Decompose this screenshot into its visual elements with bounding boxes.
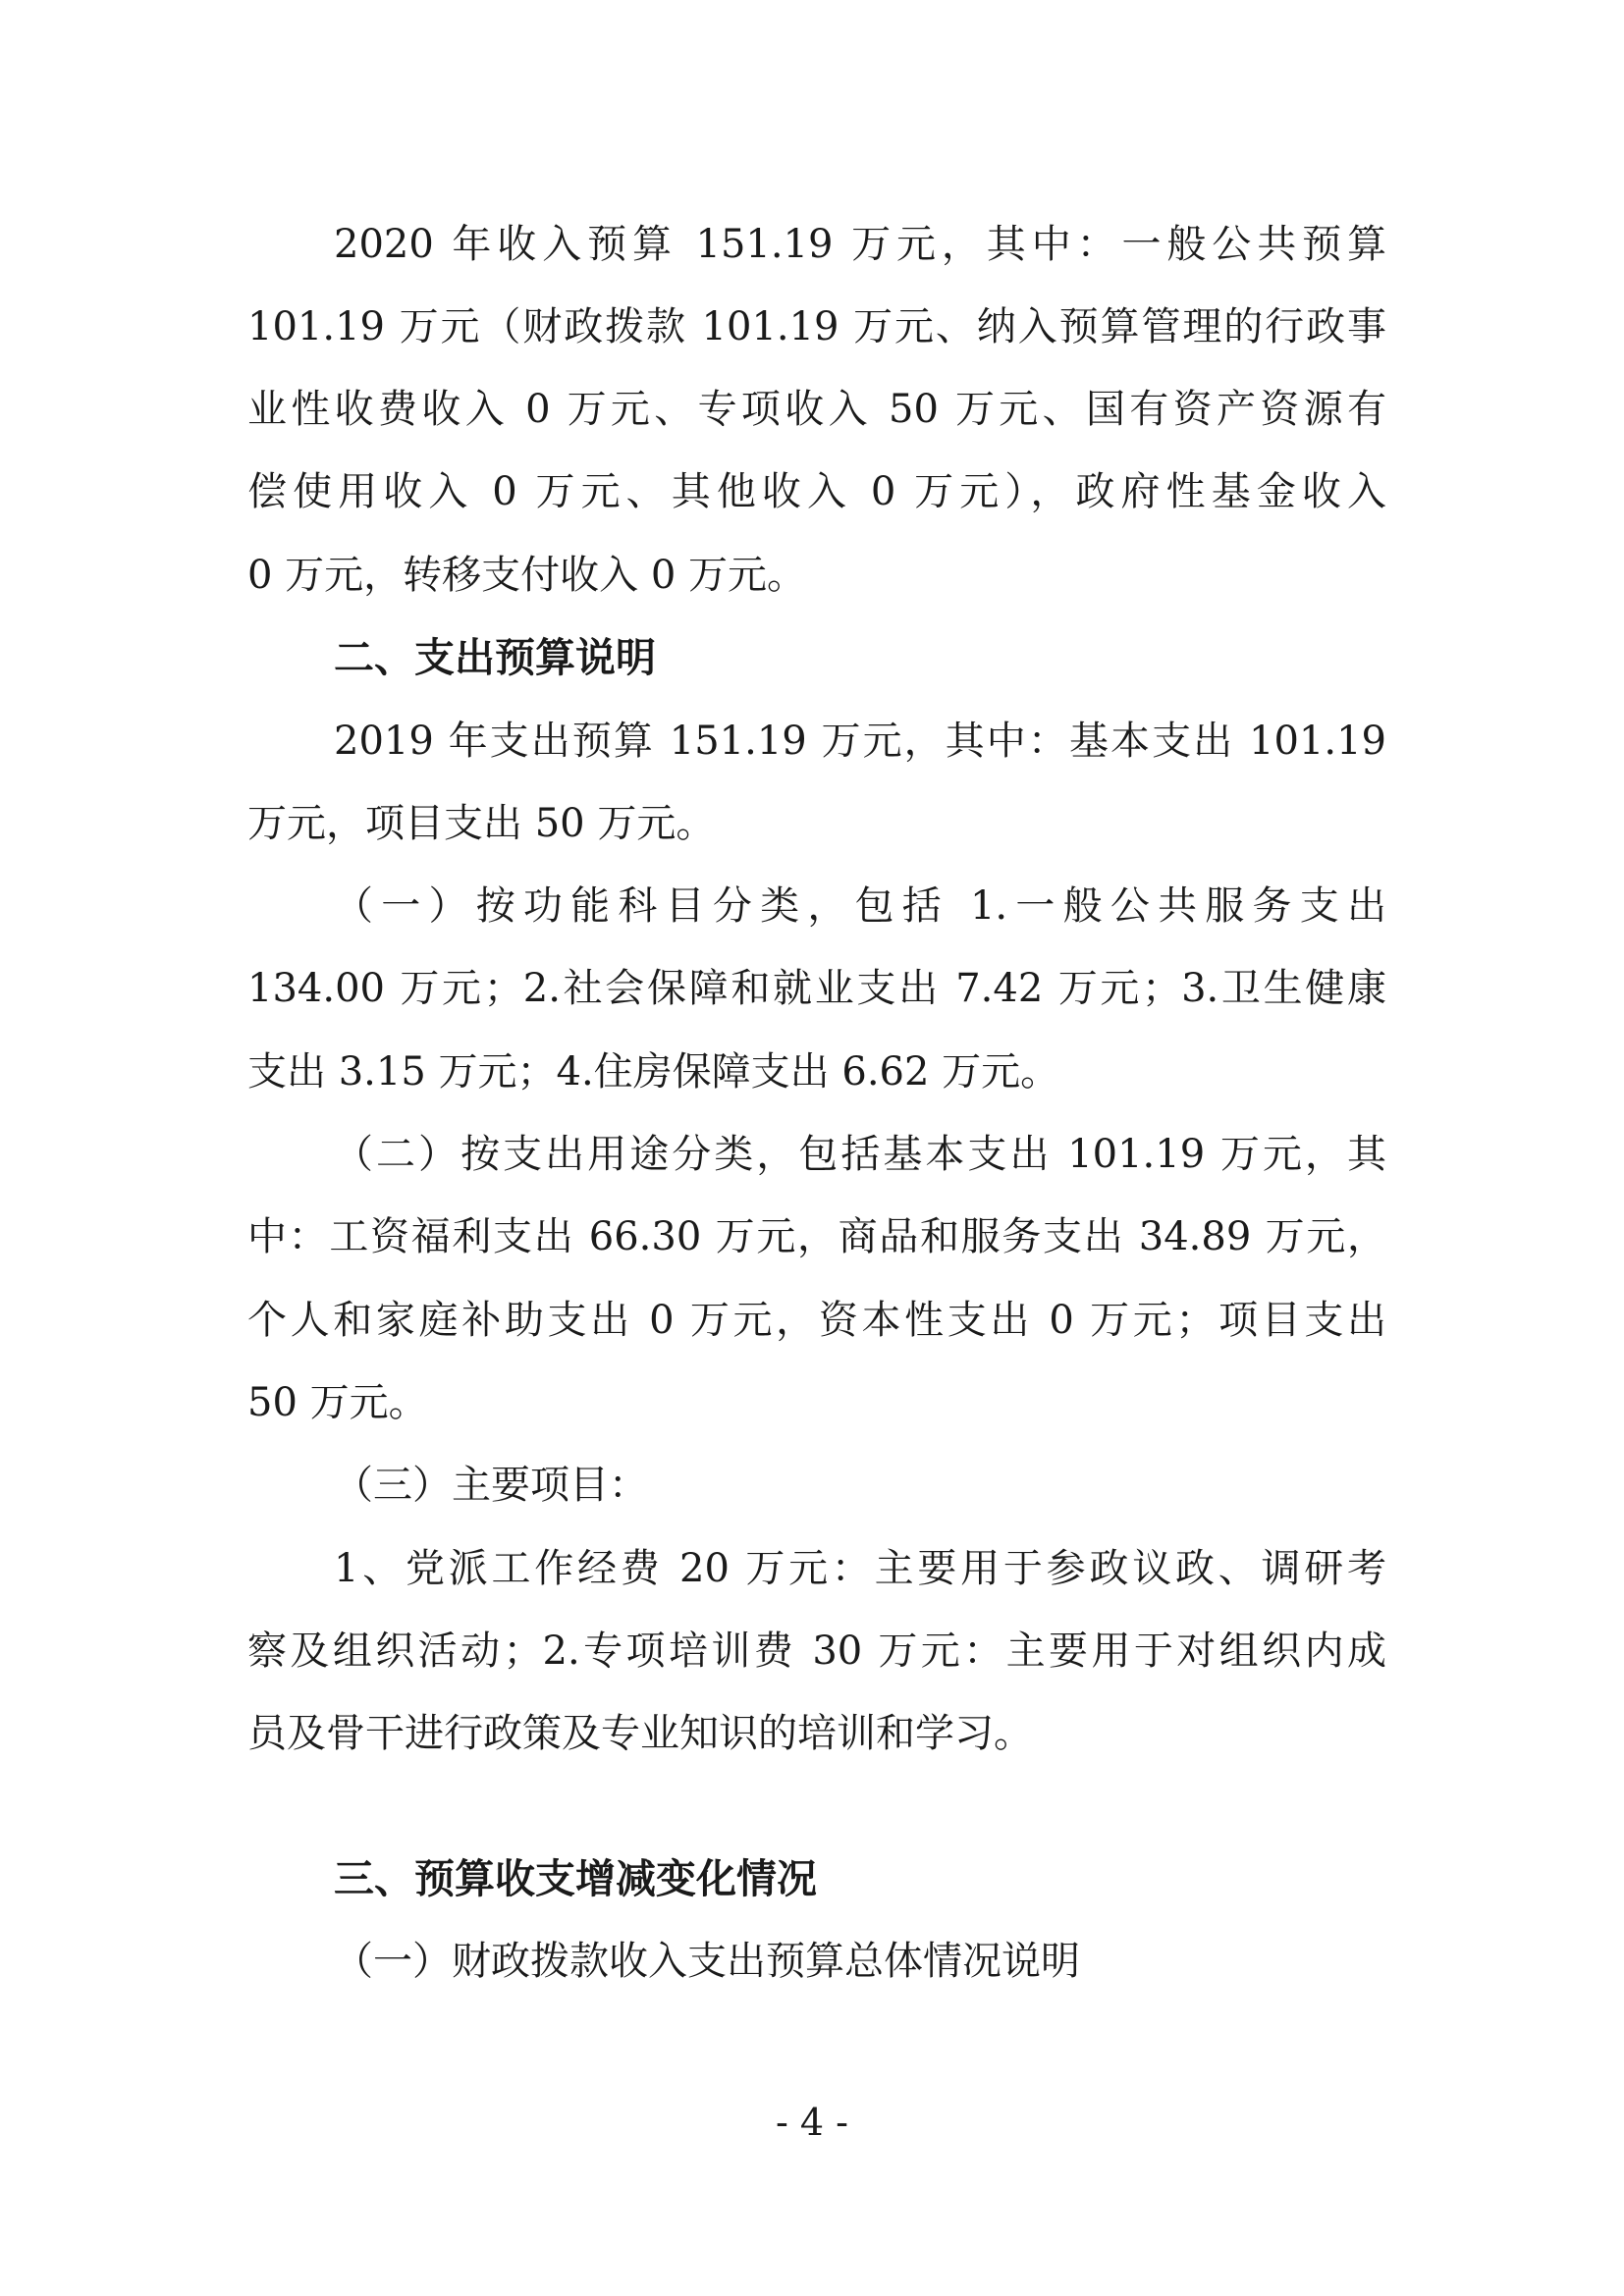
paragraph-line: 业性收费收入 0 万元、专项收入 50 万元、国有资产资源有 [247, 387, 1386, 432]
page-number: - 4 - [775, 2101, 848, 2144]
paragraph-line: 0 万元，转移支付收入 0 万元。 [247, 553, 807, 598]
paragraph-line: 员及骨干进行政策及专业知识的培训和学习。 [247, 1711, 1033, 1756]
paragraph-line: 2019 年支出预算 151.19 万元，其中：基本支出 101.19 [334, 719, 1386, 764]
paragraph-line: （一）按功能科目分类，包括 1.一般公共服务支出 [334, 883, 1386, 929]
paragraph-line: 1、党派工作经费 20 万元：主要用于参政议政、调研考 [334, 1546, 1386, 1591]
paragraph-line: 2020 年收入预算 151.19 万元，其中：一般公共预算 [334, 222, 1386, 267]
paragraph-line: 察及组织活动；2.专项培训费 30 万元：主要用于对组织内成 [247, 1629, 1386, 1674]
paragraph-line: 101.19 万元（财政拨款 101.19 万元、纳入预算管理的行政事 [247, 304, 1386, 349]
paragraph-line: 中：工资福利支出 66.30 万元，商品和服务支出 34.89 万元， [247, 1214, 1386, 1259]
section-heading: 二、支出预算说明 [334, 634, 656, 681]
section-heading: 三、预算收支增减变化情况 [334, 1855, 817, 1902]
subsection-heading: （一）财政拨款收入支出预算总体情况说明 [334, 1939, 1080, 1984]
paragraph-line: 偿使用收入 0 万元、其他收入 0 万元），政府性基金收入 [247, 469, 1386, 514]
paragraph-line: 万元，项目支出 50 万元。 [247, 801, 716, 846]
paragraph-line: 134.00 万元；2.社会保障和就业支出 7.42 万元；3.卫生健康 [247, 966, 1386, 1011]
paragraph-line: 个人和家庭补助支出 0 万元，资本性支出 0 万元；项目支出 [247, 1298, 1386, 1343]
paragraph-line: （二）按支出用途分类，包括基本支出 101.19 万元，其 [334, 1132, 1386, 1177]
paragraph-line: 50 万元。 [247, 1380, 428, 1425]
subsection-heading: （三）主要项目： [334, 1463, 648, 1508]
paragraph-line: 支出 3.15 万元；4.住房保障支出 6.62 万元。 [247, 1049, 1060, 1095]
